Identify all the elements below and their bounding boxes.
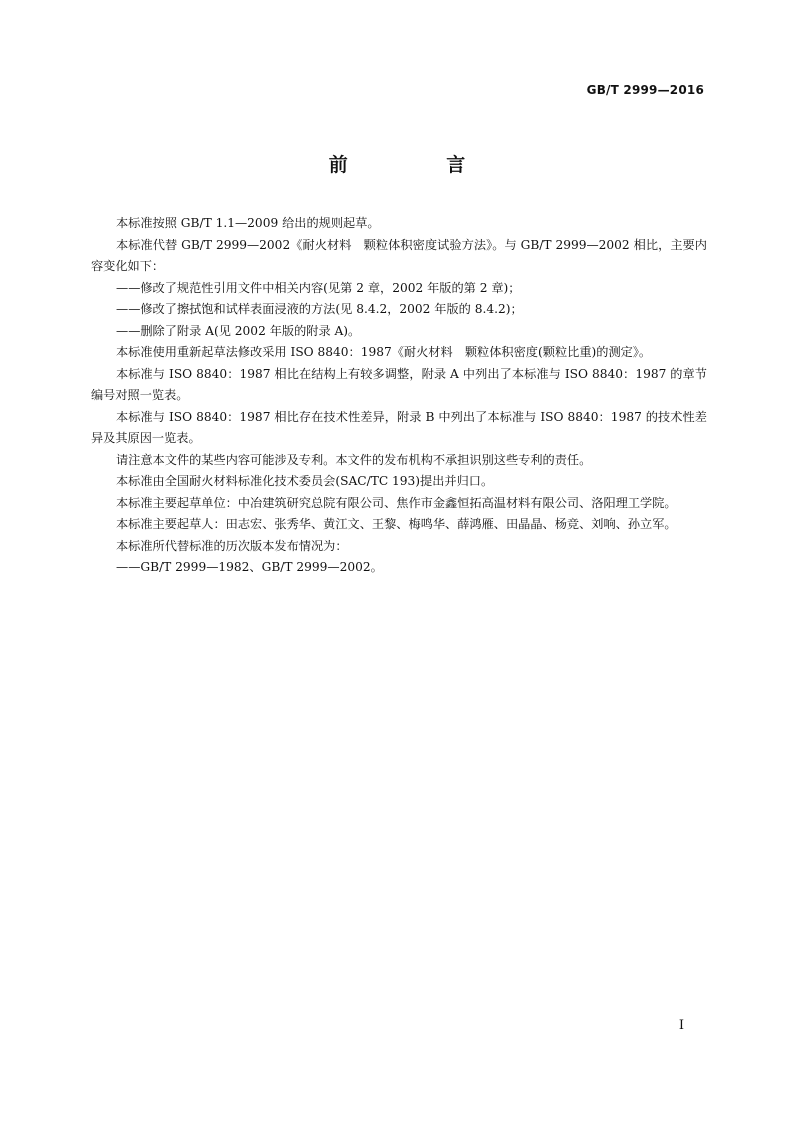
- paragraph-replacement: 本标准代替 GB/T 2999—2002《耐火材料 颗粒体积密度试验方法》。与 GB/T 2999—2002 相比，主要内容变化如下：: [91, 237, 707, 273]
- paragraph-history-versions: ——GB/T 2999—1982、GB/T 2999—2002。: [116, 560, 383, 574]
- paragraph-structure-differences: 本标准与 ISO 8840：1987 相比在结构上有较多调整，附录 A 中列出了本标准与 ISO 8840：1987 的章节编号对照一览表。: [91, 366, 707, 402]
- paragraph-iso-adoption: 本标准使用重新起草法修改采用 ISO 8840：1987《耐火材料 颗粒体积密度(颗粒比重)的测定》。: [116, 345, 652, 359]
- foreword-body: [91, 213, 707, 579]
- page-title: 前 言: [328, 154, 512, 176]
- paragraph-drafting-rules: 本标准按照 GB/T 1.1—2009 给出的规则起草。: [116, 216, 380, 230]
- paragraph-patent-notice: 请注意本文件的某些内容可能涉及专利。本文件的发布机构不承担识别这些专利的责任。: [116, 452, 592, 467]
- paragraph-committee: 本标准由全国耐火材料标准化技术委员会(SAC/TC 193)提出并归口。: [116, 474, 494, 488]
- paragraph-history-intro: 本标准所代替标准的历次版本发布情况为：: [116, 538, 348, 553]
- change-item-appendix-removed: ——删除了附录 A(见 2002 年版的附录 A)。: [116, 323, 361, 338]
- paragraph-technical-differences: 本标准与 ISO 8840：1987 相比存在技术性差异，附录 B 中列出了本标准与 ISO 8840：1987 的技术性差异及其原因一览表。: [91, 409, 707, 445]
- standard-code: GB/T 2999—2016: [586, 83, 704, 97]
- change-item-wiping-method: ——修改了擦拭饱和试样表面浸液的方法(见 8.4.2，2002 年版的 8.4.2)；: [116, 302, 523, 316]
- paragraph-drafting-units: 本标准主要起草单位：中冶建筑研究总院有限公司、焦作市金鑫恒拓高温材料有限公司、洛阳理工学院。: [116, 495, 677, 510]
- page-number: I: [678, 1018, 684, 1033]
- paragraph-drafters: 本标准主要起草人：田志宏、张秀华、黄江文、王黎、梅鸣华、薛鸿雁、田晶晶、杨竞、刘响、孙立军。: [116, 517, 677, 531]
- change-item-references: ——修改了规范性引用文件中相关内容(见第 2 章，2002 年版的第 2 章)；: [116, 280, 521, 295]
